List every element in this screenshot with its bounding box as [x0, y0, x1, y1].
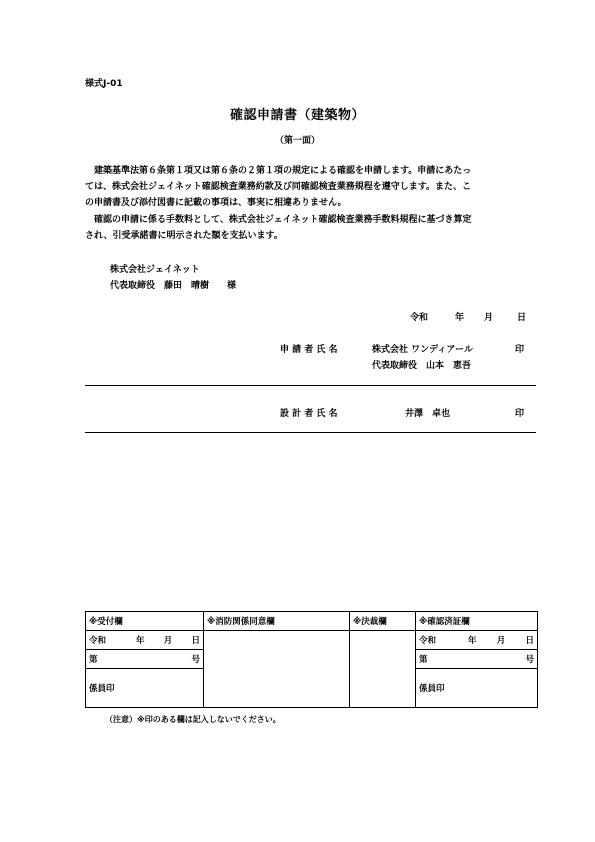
footer-note: （注意）※印のある欄は記入しないでください。 — [105, 715, 281, 724]
applicant-person: 代表取締役 山本 恵吾 — [372, 361, 472, 371]
header-fire-consent: ※消防関係同意欄 — [204, 612, 350, 631]
reception-date-day: 日 — [191, 636, 200, 646]
applicant-label: 申 請 者 氏 名 — [280, 345, 338, 355]
form-id: 様式J-01 — [85, 79, 123, 89]
divider-line — [85, 432, 536, 433]
intro-line: され、引受承諾書に明示された額を支払います。 — [85, 231, 283, 241]
page-subtitle: （第一面） — [274, 136, 320, 146]
applicant-seal: 印 — [515, 345, 525, 355]
number-prefix: 第 — [89, 655, 98, 665]
intro-line: 建築基準法第６条第１項又は第６条の２第１項の規定による確認を申請します。申請にあたっ — [94, 166, 472, 176]
date-era: 令和 — [410, 313, 429, 323]
number-suffix: 号 — [191, 655, 200, 665]
designer-name: 井澤 卓也 — [405, 409, 451, 419]
reception-staff-seal — [86, 669, 204, 708]
reception-date — [86, 631, 204, 650]
certificate-date-year: 年 — [467, 636, 477, 646]
intro-paragraph-1 — [85, 163, 545, 211]
staff-seal-label: 係員印 — [89, 684, 115, 694]
addressee-company: 株式会社ジェイネット — [110, 265, 200, 275]
designer-label: 設 計 者 氏 名 — [280, 409, 338, 419]
certificate-date-day: 日 — [525, 636, 534, 646]
certificate-date — [416, 631, 538, 650]
intro-paragraph-2 — [85, 212, 545, 244]
header-reception: ※受付欄 — [86, 612, 204, 631]
reception-number — [86, 650, 204, 669]
number-prefix: 第 — [419, 655, 428, 665]
date-year: 年 — [455, 313, 465, 323]
certificate-staff-seal — [416, 669, 538, 708]
certificate-date-month: 月 — [496, 636, 506, 646]
reception-date-year: 年 — [135, 636, 145, 646]
staff-seal-label: 係員印 — [419, 684, 445, 694]
intro-line: ては、株式会社ジェイネット確認検査業務約款及び同確認検査業務規程を遵守します。また、こ — [85, 182, 472, 192]
intro-line: 確認の申請に係る手数料として、株式会社ジェイネット確認検査業務手数料規程に基づき算定 — [94, 215, 472, 225]
reception-date-month: 月 — [163, 636, 173, 646]
applicant-company: 株式会社 ワンディアール — [372, 345, 473, 355]
fire-consent-cell — [204, 631, 350, 708]
date-day: 日 — [517, 313, 527, 323]
page-title: 確認申請書（建築物） — [229, 108, 365, 123]
number-suffix: 号 — [525, 655, 534, 665]
header-certificate: ※確認済証欄 — [416, 612, 538, 631]
office-use-table — [85, 611, 538, 708]
certificate-number — [416, 650, 538, 669]
certificate-date-era: 令和 — [419, 636, 437, 646]
intro-line: の申請書及び添付図書に記載の事項は、事実に相違ありません。 — [85, 198, 347, 208]
reception-date-era: 令和 — [89, 636, 107, 646]
designer-seal: 印 — [515, 409, 525, 419]
approval-cell — [350, 631, 416, 708]
addressee-representative: 代表取締役 藤田 晴樹 様 — [110, 281, 237, 291]
divider-line — [85, 385, 536, 386]
date-month: 月 — [484, 313, 494, 323]
header-approval: ※決裁欄 — [350, 612, 416, 631]
